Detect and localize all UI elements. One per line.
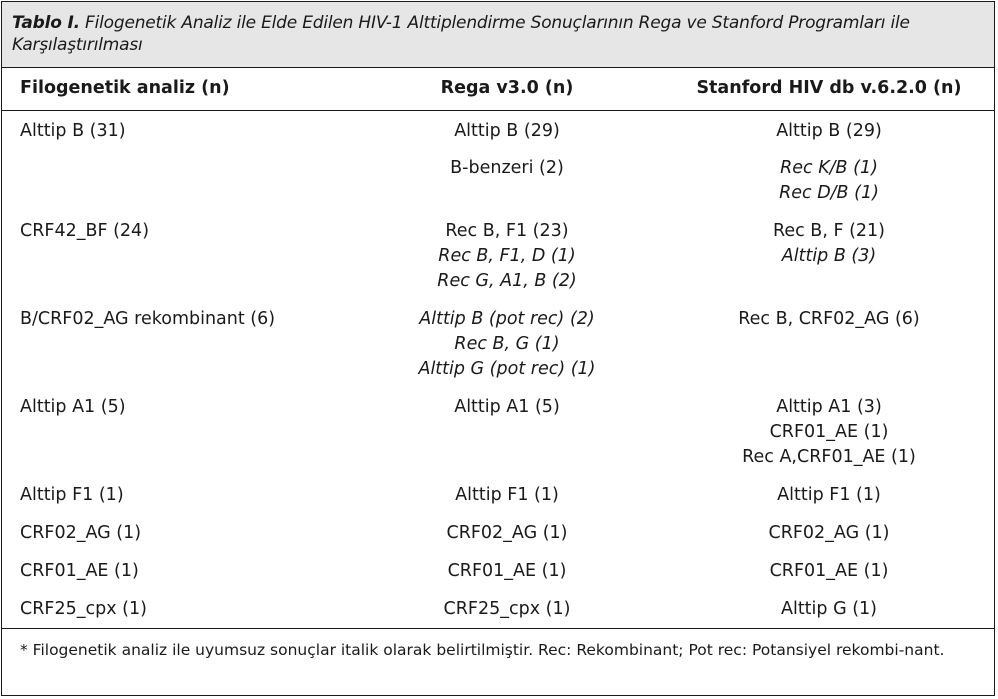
header-stanford: Stanford HIV db v.6.2.0 (n) [696,78,962,98]
cell-line: Rec B, G (1) [454,334,560,354]
cell-line: Alttip B (29) [776,121,882,141]
cell-line: Alttip B (3) [781,246,877,266]
cell-line: CRF02_AG (1) [446,523,568,543]
footnote: * Filogenetik analiz ile uyumsuz sonuçlar italik olarak belirtilmiştir. Rec: Rekombinant; Pot rec: Potansiyel rekombi-nant. [20,641,945,659]
cell-rega [372,559,642,584]
cell-phylo: Alttip A1 (5) [20,397,126,417]
bottom-rule [2,628,994,629]
caption-label: Tablo I. [12,13,80,33]
cell-line: Rec B, F (21) [772,221,885,241]
cell-stanford [670,559,988,584]
cell-line: Rec B, CRF02_AG (6) [738,309,920,329]
cell-line: CRF02_AG (1) [768,523,890,543]
cell-line: Alttip A1 (5) [454,397,560,417]
cell-phylo: Alttip B (31) [20,121,126,141]
table-caption [2,2,994,67]
header-rule [2,110,994,111]
cell-line: Alttip B (pot rec) (2) [419,309,595,329]
cell-stanford [670,119,988,206]
cell-stanford [670,219,988,269]
cell-line: Alttip G (1) [780,599,877,619]
cell-rega [372,307,642,382]
cell-phylo: CRF25_cpx (1) [20,599,147,619]
cell-line: Rec B, F1, D (1) [438,246,576,266]
table-frame [1,1,995,696]
cell-stanford [670,597,988,622]
cell-rega [372,521,642,546]
cell-rega [372,219,642,294]
cell-line: CRF01_AE (1) [769,422,889,442]
cell-phylo: B/CRF02_AG rekombinant (6) [20,309,276,329]
header-rega: Rega v3.0 (n) [440,78,574,98]
cell-stanford [670,483,988,508]
cell-phylo: Alttip F1 (1) [20,485,124,505]
cell-rega [372,483,642,508]
cell-line: Alttip F1 (1) [777,485,881,505]
cell-line: Rec A,CRF01_AE (1) [742,447,916,467]
cell-rega [372,395,642,420]
cell-line: Alttip F1 (1) [455,485,559,505]
cell-line: Rec K/B (1) [780,158,878,178]
cell-line: Rec D/B (1) [779,183,879,203]
cell-line: CRF01_AE (1) [447,561,567,581]
cell-phylo: CRF01_AE (1) [20,561,139,581]
cell-line: CRF25_cpx (1) [443,599,571,619]
cell-stanford [670,521,988,546]
cell-stanford [670,307,988,332]
cell-line: Alttip G (pot rec) (1) [418,359,596,379]
cell-line: Alttip B (29) [454,121,560,141]
header-phylo: Filogenetik analiz (n) [20,78,230,98]
cell-stanford [670,395,988,470]
caption-text: Filogenetik Analiz ile Elde Edilen HIV-1 Alttiplendirme Sonuçlarının Rega ve Stanford Programları ile Karşılaştırılması [12,13,910,55]
cell-rega [372,119,642,181]
cell-line: Rec G, A1, B (2) [437,271,577,291]
cell-line: Alttip A1 (3) [776,397,882,417]
cell-line: B-benzeri (2) [450,158,564,178]
cell-rega [372,597,642,622]
cell-phylo: CRF02_AG (1) [20,523,142,543]
cell-phylo: CRF42_BF (24) [20,221,150,241]
cell-line: Rec B, F1 (23) [445,221,569,241]
cell-line: CRF01_AE (1) [769,561,889,581]
